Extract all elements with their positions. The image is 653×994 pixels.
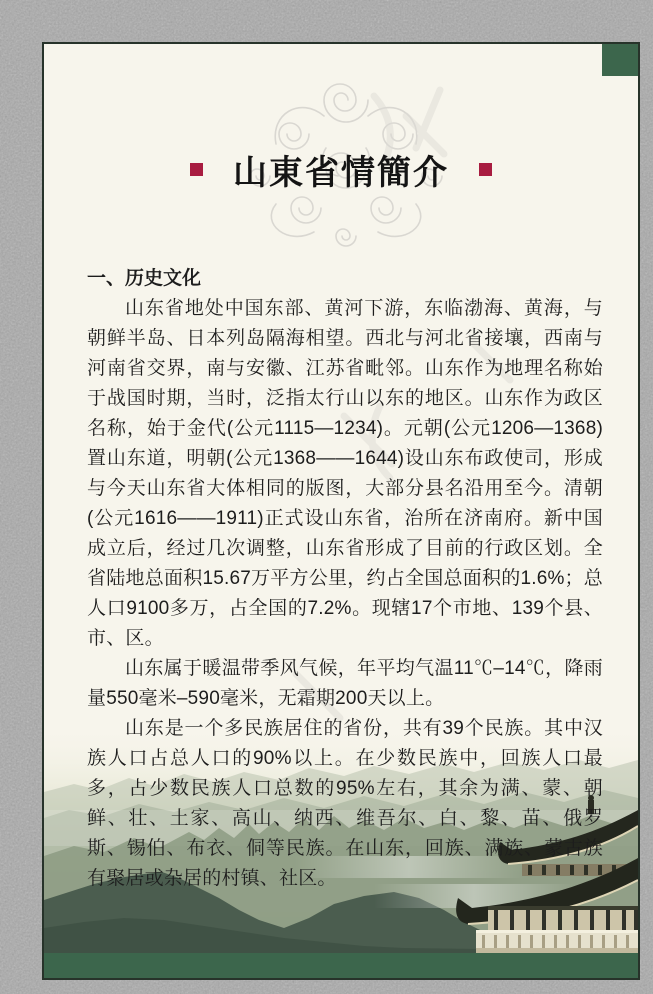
paragraph-history: 山东省地处中国东部、黄河下游，东临渤海、黄海，与朝鲜半岛、日本列岛隔海相望。西北与河北省接壤，西南与河南省交界，南与安徽、江苏省毗邻。山东作为地理名称始于战国时期，当时，泛指太行山以东的地区。山东作为政区名称，始于金代(公元1115—1234)。元朝(公元1206—1368)置山东道，明朝(公元1368——1644)设山东布政使司，形成与今天山东省大体相同的版图，大部分县名沿用至今。清朝(公元1616——1911)正式设山东省，治所在济南府。新中国成立后，经过几次调整，山东省形成了目前的行政区划。全省陆地总面积15.67万平方公里，约占全国总面积的1.6%；总人口9100多万，占全国的7.2%。现辖17个市地、139个县、市、区。 xyxy=(87,298,603,649)
section-heading: 一、历史文化 xyxy=(87,268,202,289)
paragraph-ethnic: 山东是一个多民族居住的省份，共有39个民族。其中汉族人口占总人口的90%以上。在少数民族中，回族人口最多，占少数民族人口总数的95%左右，其余为满、蒙、朝鲜、壮、土家、高山、纳西、维吾尔、白、黎、苗、俄罗斯、锡伯、布衣、侗等民族。在山东，回族、满族、蒙古族有聚居或杂居的村镇、社区。 xyxy=(87,718,603,889)
title-accent-left-square-icon xyxy=(190,163,203,176)
document-page xyxy=(42,42,640,980)
page-title: 山東省情簡介 xyxy=(233,152,449,193)
document-body xyxy=(87,264,603,894)
paragraph-climate: 山东属于暖温带季风气候，年平均气温11℃–14℃，降雨量550毫米–590毫米，无霜期200天以上。 xyxy=(87,658,603,709)
title-row xyxy=(44,147,638,191)
footer-green-bar xyxy=(44,953,638,978)
corner-accent-square xyxy=(602,44,638,76)
title-accent-right-square-icon xyxy=(479,163,492,176)
